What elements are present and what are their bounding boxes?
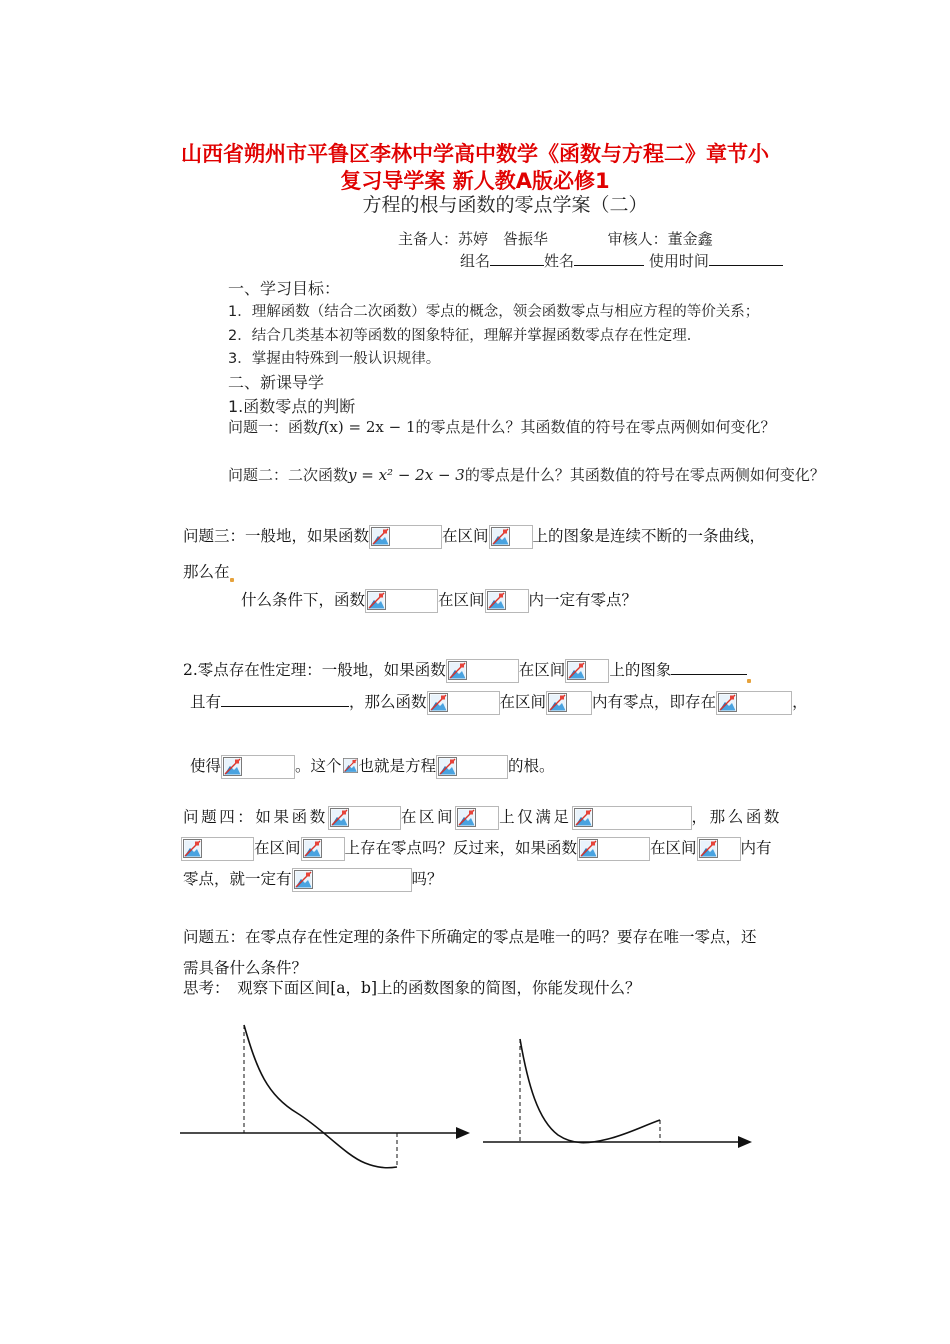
theorem-text-h: ， xyxy=(792,693,808,711)
anchor-mark xyxy=(230,578,234,582)
q3-text-e: 什么条件下，函数 xyxy=(241,591,366,609)
q3-text-c: 上的图象是连续不断的一条曲线， xyxy=(532,527,766,545)
formula-image-placeholder xyxy=(455,806,499,830)
formula-image-placeholder xyxy=(446,659,519,683)
question-4-line2 xyxy=(181,836,772,861)
group-label: 组名 xyxy=(460,252,491,270)
q3-text-d: 那么在 xyxy=(183,563,230,581)
question-5-line1: 问题五：在零点存在性定理的条件下所确定的零点是唯一的吗？要存在唯一零点，还 xyxy=(183,928,757,946)
q4-text-a: 问题四：如果函数 xyxy=(183,808,328,826)
theorem-text-k: 也就是方程 xyxy=(358,757,437,775)
section2-heading: 二、新课导学 xyxy=(228,373,325,392)
theorem-text-a: 2.零点存在性定理：一般地，如果函数 xyxy=(183,661,446,679)
formula-image-placeholder xyxy=(301,837,345,861)
theorem-line1 xyxy=(183,658,751,683)
question-1 xyxy=(228,416,776,437)
formula-image-placeholder xyxy=(716,691,792,715)
broken-image-icon xyxy=(579,839,598,858)
anchor-mark xyxy=(747,679,751,683)
q4-text-g: 在区间 xyxy=(650,839,697,857)
question-3-line2 xyxy=(183,560,234,582)
q4-text-i: 零点，就一定有 xyxy=(183,870,292,888)
theorem-blank-1[interactable] xyxy=(671,674,747,675)
form-fields xyxy=(460,250,783,271)
time-blank[interactable] xyxy=(709,265,783,266)
q4-text-b: 在区间 xyxy=(400,808,456,826)
name-label: 姓名 xyxy=(544,252,575,270)
theorem-text-l: 的根。 xyxy=(508,757,555,775)
q2-suffix: 的零点是什么？其函数值的符号在零点两侧如何变化？ xyxy=(464,466,825,484)
function-curve xyxy=(520,1039,660,1143)
goal-item-3: 3．掌握由特殊到一般认识规律。 xyxy=(228,351,441,367)
broken-image-icon xyxy=(183,839,202,858)
q2-prefix: 问题二：二次函数 xyxy=(228,466,349,484)
broken-image-icon xyxy=(303,839,322,858)
q1-prefix: 问题一：函数 xyxy=(228,418,319,436)
broken-image-icon xyxy=(448,661,467,680)
theorem-text-d: 且有 xyxy=(190,693,222,711)
formula-image-placeholder xyxy=(369,525,442,549)
broken-image-icon xyxy=(294,870,313,889)
q4-text-j: 吗？ xyxy=(411,870,443,888)
q1-formula-f: f xyxy=(318,418,324,436)
question-3-line3 xyxy=(241,588,637,613)
function-curve xyxy=(244,1025,397,1168)
q4-text-f: 上存在零点吗？反过来，如果函数 xyxy=(344,839,578,857)
theorem-line3 xyxy=(190,754,555,779)
q2-formula: y = x² − 2x − 3 xyxy=(348,466,465,484)
q4-text-h: 内有 xyxy=(740,839,772,857)
q4-text-e: 在区间 xyxy=(254,839,301,857)
document-title-line1: 山西省朔州市平鲁区李林中学高中数学《函数与方程二》章节小 xyxy=(181,142,769,166)
broken-image-icon xyxy=(548,693,567,712)
document-title-line2: 复习导学案 新人教A版必修1 xyxy=(340,169,610,193)
function-graph-1 xyxy=(175,1015,475,1175)
subsection-1-heading: 1.函数零点的判断 xyxy=(228,397,356,416)
function-graph-2 xyxy=(478,1025,763,1155)
theorem-text-f: 在区间 xyxy=(499,693,547,711)
formula-image-placeholder xyxy=(565,659,609,683)
section1-heading: 一、学习目标： xyxy=(228,279,341,298)
formula-image-placeholder xyxy=(221,755,295,779)
broken-image-icon xyxy=(343,756,358,775)
theorem-blank-2[interactable] xyxy=(221,706,349,707)
theorem-text-e: ，那么函数 xyxy=(349,693,427,711)
authors-text: 主备人：苏婷 昝振华 xyxy=(398,230,549,248)
formula-image-placeholder xyxy=(427,691,500,715)
formula-image-placeholder xyxy=(342,755,359,779)
broken-image-icon xyxy=(491,527,510,546)
q1-suffix: 的零点是什么？其函数值的符号在零点两侧如何变化？ xyxy=(415,418,776,436)
formula-image-placeholder xyxy=(572,806,692,830)
broken-image-icon xyxy=(371,527,390,546)
formula-image-placeholder xyxy=(328,806,401,830)
broken-image-icon xyxy=(223,757,242,776)
x-axis-arrow-icon xyxy=(456,1127,470,1139)
question-5-line2: 需具备什么条件？ xyxy=(183,959,308,977)
question-4-line1 xyxy=(183,805,782,830)
q3-text-a: 问题三：一般地，如果函数 xyxy=(183,527,370,545)
group-blank[interactable] xyxy=(490,265,544,266)
authors xyxy=(398,228,713,249)
theorem-text-c: 上的图象 xyxy=(609,661,672,679)
question-3-line1 xyxy=(183,524,765,549)
document-subtitle: 方程的根与函数的零点学案（二） xyxy=(362,194,648,216)
broken-image-icon xyxy=(699,839,718,858)
theorem-text-g: 内有零点，即存在 xyxy=(592,693,717,711)
theorem-text-i: 使得 xyxy=(190,757,222,775)
time-label: 使用时间 xyxy=(648,252,709,270)
theorem-line2 xyxy=(190,690,808,715)
formula-image-placeholder xyxy=(489,525,533,549)
broken-image-icon xyxy=(567,661,586,680)
reviewer-text: 审核人：董金鑫 xyxy=(607,230,713,248)
broken-image-icon xyxy=(487,591,506,610)
formula-image-placeholder xyxy=(365,589,438,613)
q3-text-g: 内一定有零点？ xyxy=(528,591,638,609)
goal-item-2: 2．结合几类基本初等函数的图象特征，理解并掌握函数零点存在性定理． xyxy=(228,328,702,344)
question-2 xyxy=(228,464,825,485)
broken-image-icon xyxy=(367,591,386,610)
broken-image-icon xyxy=(457,808,476,827)
formula-image-placeholder xyxy=(436,755,508,779)
broken-image-icon xyxy=(438,757,457,776)
broken-image-icon xyxy=(574,808,593,827)
formula-image-placeholder xyxy=(485,589,529,613)
name-blank[interactable] xyxy=(574,265,644,266)
q3-text-f: 在区间 xyxy=(438,591,485,609)
q4-text-c: 上仅满足 xyxy=(499,808,572,826)
goal-item-1: 1．理解函数（结合二次函数）零点的概念，领会函数零点与相应方程的等价关系； xyxy=(228,304,760,320)
theorem-text-b: 在区间 xyxy=(518,661,566,679)
x-axis-arrow-icon xyxy=(738,1136,752,1148)
broken-image-icon xyxy=(718,693,737,712)
formula-image-placeholder xyxy=(577,837,650,861)
q1-formula: (x) = 2x − 1 xyxy=(323,418,416,436)
formula-image-placeholder xyxy=(181,837,254,861)
formula-image-placeholder xyxy=(546,691,592,715)
broken-image-icon xyxy=(429,693,448,712)
q3-text-b: 在区间 xyxy=(442,527,489,545)
broken-image-icon xyxy=(330,808,349,827)
theorem-text-j: 。这个 xyxy=(295,757,342,775)
think-prompt: 思考： 观察下面区间[a，b]上的函数图象的简图，你能发现什么？ xyxy=(183,979,641,997)
formula-image-placeholder xyxy=(292,868,412,892)
question-4-line3 xyxy=(183,867,443,892)
formula-image-placeholder xyxy=(697,837,741,861)
q4-text-d: ，那么函数 xyxy=(691,808,783,826)
